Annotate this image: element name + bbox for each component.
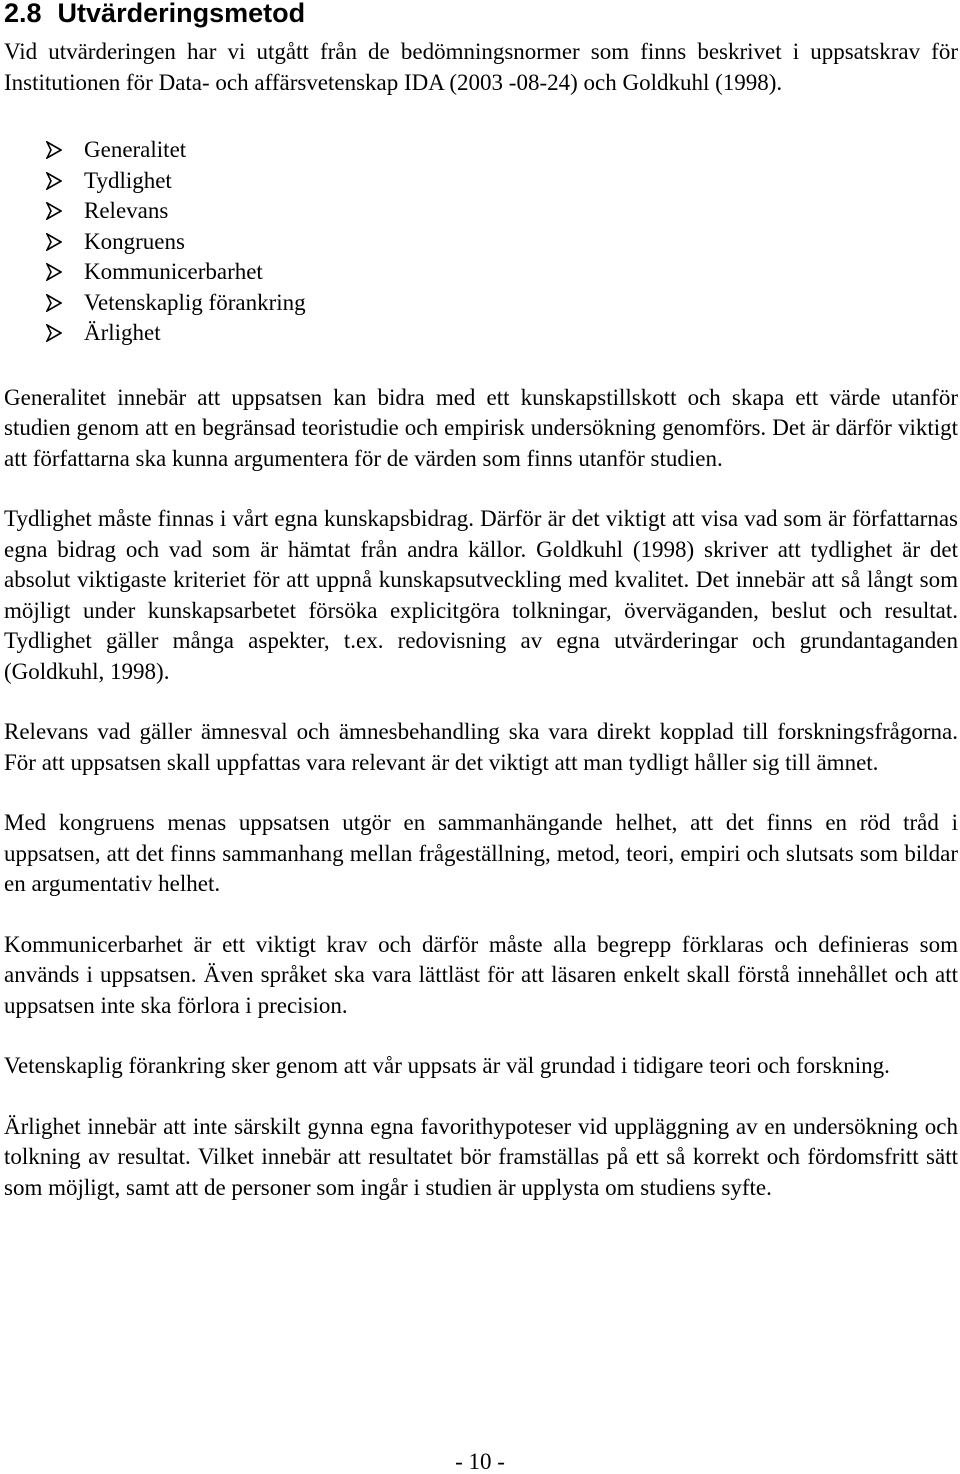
paragraph-relevans: Relevans vad gäller ämnesval och ämnesbehandling ska vara direkt kopplad till forskningsfrågorna. För att uppsatsen skall uppfattas vara relevant är det viktigt att man tydligt håller sig till ämnet.	[4, 719, 958, 775]
intro-paragraph: Vid utvärderingen har vi utgått från de bedömningsnormer som finns beskrivet i uppsatskrav för Institutionen för Data- och affärsvetenskap IDA (2003 -08-24) och Goldkuhl (1998).	[4, 39, 958, 95]
criterion-label: Tydlighet	[84, 167, 172, 193]
list-item	[46, 318, 958, 349]
paragraph-kommunicerbarhet: Kommunicerbarhet är ett viktigt krav och därför måste alla begrepp förklaras och definieras som används i uppsatsen. Även språket ska vara lättläst för att läsaren enkelt skall förstå innehållet och att uppsatsen inte ska förlora i precision.	[4, 931, 958, 1018]
criteria-list	[4, 135, 958, 349]
arrowhead-bullet-icon	[46, 263, 62, 281]
list-item	[46, 227, 958, 258]
paragraph-generalitet: Generalitet innebär att uppsatsen kan bidra med ett kunskapstillskott och skapa ett värde utanför studien genom att en begränsad teoristudie och empirisk undersökning genomförs. Det är därför viktigt att författarna ska kunna argumentera för de värden som finns utanför studien.	[4, 384, 958, 471]
list-item	[46, 166, 958, 197]
paragraph-kongruens: Med kongruens menas uppsatsen utgör en sammanhängande helhet, att det finns en röd tråd i uppsatsen, att det finns sammanhang mellan frågeställning, metod, teori, empiri och slutsats som bildar en argumentativ helhet.	[4, 810, 958, 896]
paragraph-tydlighet: Tydlighet måste finnas i vårt egna kunskapsbidrag. Därför är det viktigt att visa vad som är författarnas egna bidrag och vad som är hämtat från andra källor. Goldkuhl (1998) skriver att tydlighet är det absolut viktigaste kriteriet för att uppnå kunskapsutveckling med kvalitet. Det innebär att så långt som möjligt under kunskapsarbetet försöka explicitgöra tolkningar, överväganden, beslut och resultat. Tydlighet gäller många aspekter, t.ex. redovisning av egna utvärderingar och grundantaganden (Goldkuhl, 1998).	[4, 506, 958, 684]
criterion-label: Ärlighet	[84, 320, 161, 345]
section-heading	[4, 0, 958, 30]
criterion-label: Generalitet	[84, 137, 187, 162]
arrowhead-bullet-icon	[46, 141, 62, 159]
arrowhead-bullet-icon	[46, 294, 62, 312]
arrowhead-bullet-icon	[46, 172, 62, 190]
paragraph-vetenskaplig-forankring: Vetenskaplig förankring sker genom att vår uppsats är väl grundad i tidigare teori och forskning.	[4, 1053, 890, 1078]
arrowhead-bullet-icon	[46, 233, 62, 251]
list-item	[46, 135, 958, 166]
list-item	[46, 196, 958, 227]
list-item	[46, 288, 958, 319]
section-number: 2.8	[4, 0, 42, 28]
page-number: - 10 -	[455, 1449, 505, 1474]
criterion-label: Kommunicerbarhet	[84, 259, 263, 284]
criterion-label: Kongruens	[84, 228, 185, 254]
arrowhead-bullet-icon	[46, 202, 62, 220]
criterion-label: Relevans	[84, 198, 169, 223]
arrowhead-bullet-icon	[46, 324, 62, 342]
list-item	[46, 257, 958, 288]
section-title: Utvärderingsmetod	[57, 0, 306, 28]
paragraph-arlighet: Ärlighet innebär att inte särskilt gynna egna favorithypoteser vid uppläggning av en undersökning och tolkning av resultat. Vilket innebär att resultatet bör framställas på ett så korrekt och fördomsfritt sätt som möjligt, samt att de personer som ingår i studien är upplysta om studiens syfte.	[4, 1113, 958, 1200]
criterion-label: Vetenskaplig förankring	[84, 289, 306, 315]
document-page	[4, 0, 958, 1203]
